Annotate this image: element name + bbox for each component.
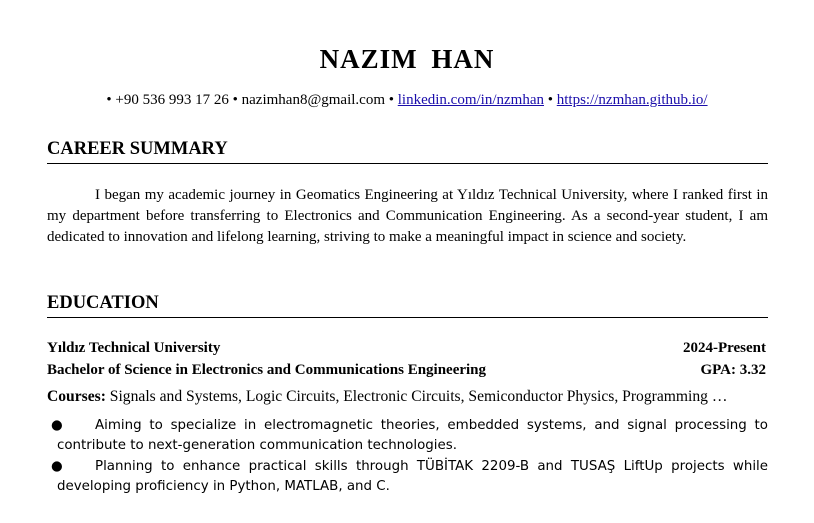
degree-name: Bachelor of Science in Electronics and Communications Engineering — [47, 362, 487, 378]
school-name: Yıldız Technical University — [47, 340, 221, 356]
bullet-icon: ● — [51, 458, 63, 474]
career-summary-text: I began my academic journey in Geomatics Engineering at Yıldız Technical University, where I ranked first in my department before transferring to Electronics and Communication Engineering. As a second-year student, I am dedicated to innovation and lifelong learning, striving to make a meaningful impact in science and society. — [47, 187, 768, 246]
list-item — [47, 416, 768, 457]
courses-label: Courses: — [47, 388, 106, 405]
education-dates: 2024-Present — [682, 340, 766, 356]
education-heading: EDUCATION — [47, 293, 768, 318]
education-school-row — [47, 340, 768, 357]
linkedin-link[interactable]: linkedin.com/in/nzmhan — [397, 92, 544, 108]
resume-name: NAZIM HAN — [319, 44, 495, 74]
bullet-icon: ● — [51, 418, 63, 433]
website-link[interactable]: https://nzmhan.github.io/ — [556, 92, 708, 108]
contact-line — [0, 92, 814, 109]
bullet-text: Aiming to specialize in electromagnetic theories, embedded systems, and signal processing to contribute to next-generation communication technologies. — [57, 418, 768, 454]
contact-phone-email: • +90 536 993 17 26 • nazimhan8@gmail.com • — [106, 92, 398, 108]
education-bullets — [47, 416, 768, 498]
bullet-text: Planning to enhance practical skills through TÜBİTAK 2209-B and TUSAŞ LiftUp projects while developing proficiency in Python, MATLAB, and C. — [57, 458, 768, 495]
list-item — [47, 457, 768, 498]
education-degree-row — [47, 362, 768, 379]
courses-list: Signals and Systems, Logic Circuits, Electronic Circuits, Semiconductor Physics, Programming … — [105, 388, 728, 405]
contact-separator: • — [543, 92, 557, 108]
gpa: GPA: 3.32 — [700, 362, 766, 378]
courses-line — [47, 388, 768, 406]
career-summary-heading: CAREER SUMMARY — [47, 139, 768, 164]
